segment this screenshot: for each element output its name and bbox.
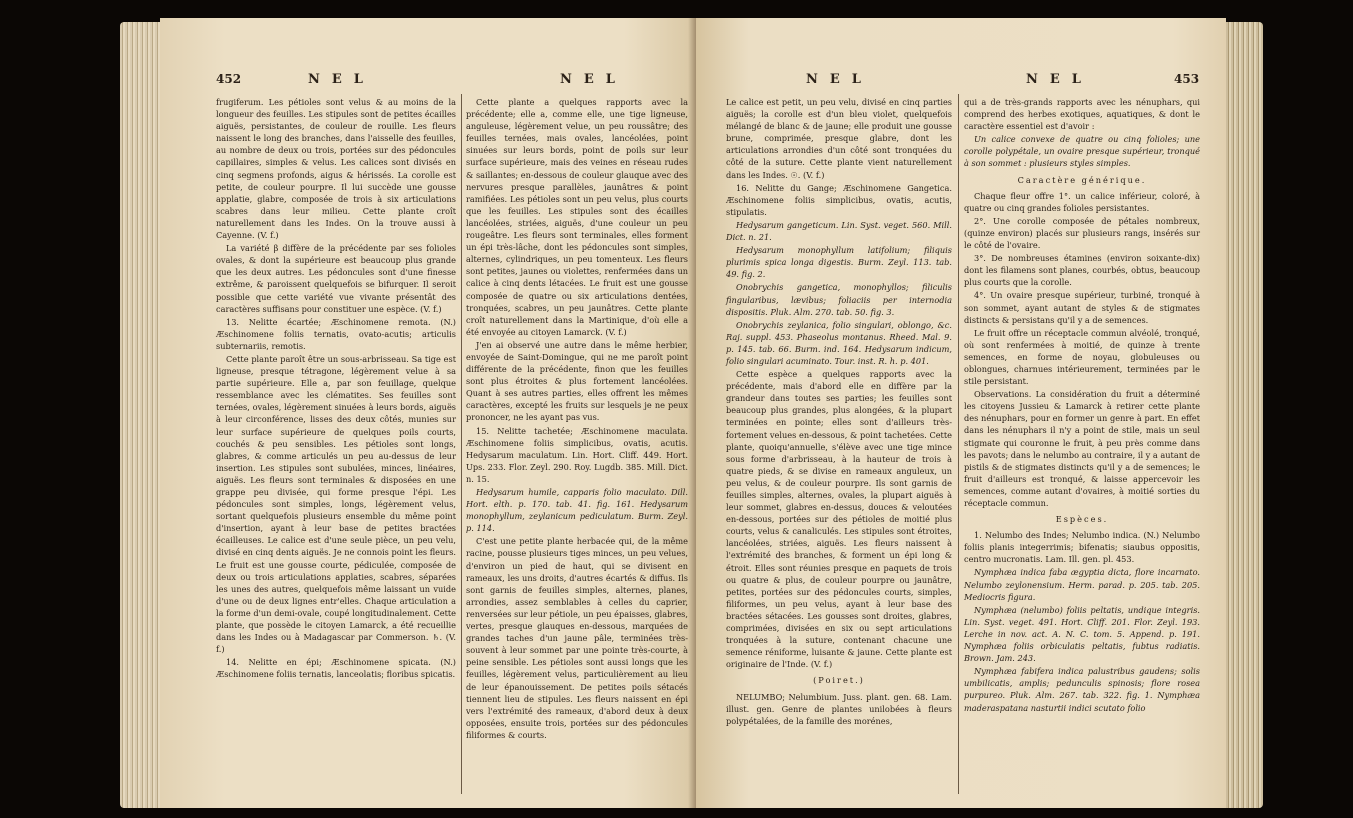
synonymy: Nymphæa (nelumbo) foliis peltatis, undique integris. Lin. Syst. veget. 491. Hort. Cliff. 201. Flor. Zeyl. 193. Lerche in nov. act. A. N. C. tom. 5. Append. p. 191. Nymphæa foliis orbiculatis peltatis, fubtus radiatis. Brown. Jam. 243. bbox=[964, 604, 1200, 664]
page-number-right: 453 bbox=[1174, 72, 1200, 86]
left-col-1 bbox=[216, 96, 456, 682]
paragraph: J'en ai observé une autre dans le même herbier, envoyée de Saint-Domingue, qui ne me paroît point différente de la précédente, finon que les feuilles sont plus étroites & plus fortement lancéolées. Quant à ses autres parties, elles offrent les mêmes caractères, excepté les fruits sur lesquels je ne peux prononcer, ne les ayant pas vus. bbox=[466, 339, 688, 423]
section-heading: Espèces. bbox=[1055, 514, 1109, 525]
column-rule bbox=[461, 94, 462, 794]
author-signature: (Poiret.) bbox=[813, 675, 865, 686]
paragraph: frugiferum. Les pétioles sont velus & au moins de la longueur des feuilles. Les stipules sont de petites écailles aiguës, persistantes, de couleur de rouille. Les fleurs naissent le long des branches, dans l'aisselle des feuilles, au nombre de deux ou trois, portées sur des pédoncules capillaires, simples & velus. Les calices sont divisés en cinq segmens profonds, aigus & hérissés. La corolle est petite, de couleur pourpre. Il lui succède une gousse applatie, glabre, composée de trois à six articulations scabres dans leur milieu. Cette plante croît naturellement dans les Indes. On la trouve aussi à Cayenne. (V. f.) bbox=[216, 97, 456, 241]
essential-character: Un calice convexe de quatre ou cinq folioles; une corolle polypétale, un ovaire presque supérieur, tronqué à son sommet : plusieurs styles simples. bbox=[964, 134, 1200, 169]
synonymy: Onobrychis zeylanica, folio singulari, oblongo, &c. Raj. suppl. 453. Phaseolus montanus. Rheed. Mal. 9. p. 145. tab. 66. Burm. ind. 164. Hedysarum indicum, folio singulari acuminato. Tour. inst. R. h. p. 401. bbox=[726, 319, 952, 366]
genus-heading: NELUMBO; Nelumbium. Juss. plant. gen. 68. Lam. illust. gen. Genre de plantes unilobées à fleurs polypétalées, de la famille des morénes, bbox=[726, 691, 952, 726]
paragraph: Le fruit offre un réceptacle commun alvéolé, tronqué, où sont renfermées à moitié, de quinze à trente semences, en forme de noyau, globuleuses ou oblongues, charnues intérieurement, terminées par le stile persistant. bbox=[964, 327, 1200, 387]
left-page bbox=[160, 18, 700, 808]
species-heading: 16. Nelitte du Gange; Æschinomene Gangetica. Æschinomene foliis simplicibus, ovatis, acutis, stipulatis. bbox=[726, 182, 952, 217]
right-col-1 bbox=[726, 96, 952, 728]
book-edge-right bbox=[1221, 22, 1263, 808]
paragraph: Cette plante a quelques rapports avec la précédente; elle a, comme elle, une tige ligneuse, anguleuse, légèrement velue, un peu roussâtre; des feuilles ternées, mais ovales, lancéolées, point sinuées sur leurs bords, point de poils sur leur surface supérieure, mais des veines en réseau rudes & saillantes; en-dessous de couleur glauque avec des nervures presque parallèles, jaunâtres & point ramifiées. Les pétioles sont un peu velus, plus courts que les feuilles. Les stipules sont des écailles lancéolées, striées, aiguës, d'une couleur un peu rougeâtre. Les fleurs sont terminales, elles forment un épi très-lâche, dont les pédoncules sont simples, alternes, cylindriques, un peu tomenteux. Les fleurs sont petites, jaunes ou violettes, renfermées dans un calice à cinq dents létacées. Le fruit est une gousse composée de quatre ou six articulations dentées, tronquées, scabres, un peu jaunâtres. Cette plante croît naturellement dans la Martinique, d'où elle a été envoyée au citoyen Lamarck. (V. f.) bbox=[466, 97, 688, 337]
paragraph: qui a de très-grands rapports avec les nénuphars, qui comprend des herbes exotiques, aquatiques, & dont le caractère essentiel est d'avoir : bbox=[964, 97, 1200, 132]
column-rule bbox=[958, 94, 959, 794]
synonymy: Hedysarum humile, capparis folio maculato. Dill. Hort. elth. p. 170. tab. 41. fig. 161. Hedysarum monophyllum, zeylanicum pediculatum. Burm. Zeyl. p. 114. bbox=[466, 487, 688, 534]
open-book bbox=[128, 18, 1243, 808]
paragraph: 4°. Un ovaire presque supérieur, turbiné, tronqué à son sommet, ayant autant de styles & de stigmates distincts & persistans qu'il y a de semences. bbox=[964, 290, 1200, 325]
paragraph: La variété β diffère de la précédente par ses folioles ovales, & dont la supérieure est beaucoup plus grande que les deux autres. Les pédoncules sont d'une finesse extrême, & paroissent quelquefois se bifurquer. Il seroit possible que cette variété vue vivante présentât des caractères suffisans pour constituer une espèce. (V. f.) bbox=[216, 243, 456, 314]
synonymy: Nymphæa indica faba ægyptia dicta, flore incarnato. Nelumbo zeylonensium. Herm. parad. p. 205. tab. 205. Mediocris figura. bbox=[964, 567, 1200, 602]
running-head-right: NEL bbox=[806, 72, 873, 87]
paragraph: Chaque fleur offre 1°. un calice inférieur, coloré, à quatre ou cinq grandes folioles persistantes. bbox=[964, 190, 1200, 213]
right-page bbox=[696, 18, 1226, 808]
paragraph: Cette espèce a quelques rapports avec la précédente, mais d'abord elle en diffère par la grandeur dans toutes ses parties; les feuilles sont beaucoup plus grandes, plus alongées, & la plupart terminées en pointe; elles sont d'ailleurs très-fortement velues en-dessous, & point tachetées. Cette plante, quoiqu'annuelle, s'élève avec une tige mince sous forme d'arbrisseau, à la hauteur de trois à quatre pieds, & se divise en rameaux anguleux, un peu velus, & de couleur pourpre. Ils sont garnis de feuilles simples, alternes, ovales, la plupart aiguës à leur sommet, glabres en-dessus, douces & veloutées en-dessous, portées sur des pétioles de moitié plus courts, velus & canaliculés. Les stipules sont étroites, lancéolées, striées, aiguës. Les fleurs naissent à l'extrémité des branches, & forment un épi long & étroit. Elles sont réunies presque en paquets de trois ou quatre & plus, de couleur pourpre ou jaunâtre, petites, portées sur des pédoncules courts, simples, filiformes, un peu velus, ayant à leur base des bractées sétacées. Les gousses sont droites, glabres, comprimées, divisées en six ou sept articulations tronquées à la suture, contenant chacune une semence réniforme, luisante & jaune. Cette plante est originaire de l'Inde. (V. f.) bbox=[726, 369, 952, 670]
paragraph: Le calice est petit, un peu velu, divisé en cinq parties aiguës; la corolle est d'un bleu violet, quelquefois mélangé de blanc & de jaune; elle produit une gousse brune, comprimée, presque glabre, dont les articulations arrondies d'un côté sont tronquées du côté de la suture. Cette plante vient naturellement dans les Indes. ☉. (V. f.) bbox=[726, 97, 952, 180]
running-head-left-2: NEL bbox=[560, 72, 627, 87]
running-head-left: NEL bbox=[308, 72, 375, 87]
species-heading: 1. Nelumbo des Indes; Nelumbo indica. (N.) Nelumbo foliis planis integerrimis; bifenatis; siaubus oppositis, centro mucronatis. Lam. Ill. gen. pl. 453. bbox=[964, 530, 1200, 565]
running-head-right-2: NEL bbox=[1026, 72, 1093, 87]
synonymy: Hedysarum monophyllum latifolium; filiquis plurimis spica longa digestis. Burm. Zeyl. 113. tab. 49. fig. 2. bbox=[726, 245, 952, 280]
species-heading: 13. Nelitte écartée; Æschinomene remota. (N.) Æschinomene foliis ternatis, ovato-acutis; articulis subternariis, remotis. bbox=[216, 316, 456, 351]
section-heading: Caractère générique. bbox=[1017, 174, 1147, 185]
synonymy: Hedysarum gangeticum. Lin. Syst. veget. 560. Mill. Dict. n. 21. bbox=[726, 219, 952, 243]
synonymy: Nymphæa fabifera indica palustribus gaudens; solis umbilicatis, amplis; pedunculis spinosis; flore rosea purpureo. Pluk. Alm. 267. tab. 322. fig. 1. Nymphæa maderaspatana nasturtii indici scutato folio bbox=[964, 666, 1200, 713]
species-heading: 15. Nelitte tachetée; Æschinomene maculata. Æschinomene foliis simplicibus, ovatis, acutis. Hedysarum maculatum. Lin. Hort. Cliff. 449. Hort. Ups. 233. Flor. Zeyl. 290. Roy. Lugdb. 385. Mill. Dict. n. 15. bbox=[466, 425, 688, 484]
left-col-2 bbox=[466, 96, 688, 742]
paragraph: C'est une petite plante herbacée qui, de la même racine, pousse plusieurs tiges minces, un peu velues, d'environ un pied de haut, qui se divisent en rameaux, les uns droits, d'autres écartés & diffus. Ils sont garnis de feuilles simples, alternes, planes, arrondies, assez semblables à celles du caprier, renversées sur leur pétiole, un peu épaisses, glabres, vertes, presque glauques en-dessous, marquées de grandes taches d'un jaune pâle, terminées très-souvent à leur sommet par une pointe très-courte, à peine sensible. Les pétioles sont aussi longs que les feuilles, légèrement velus, particulièrement au lieu de leur épanouissement. De petites poils sétacés tiennent lieu de stipules. Les fleurs naissent en épi vers l'extrémité des rameaux, d'abord deux à deux opposées, ensuite trois, portées sur des pédoncules filiformes & courts. bbox=[466, 536, 688, 740]
synonymy: Onobrychis gangetica, monophyllos; filiculis fingularibus, lævibus; foliaciis per internodia dispositis. Pluk. Alm. 270. tab. 50. fig. 3. bbox=[726, 282, 952, 317]
paragraph: Observations. La considération du fruit a déterminé les citoyens Jussieu & Lamarck à retirer cette plante des nénuphars, pour en former un genre à part. En effet dans les nénuphars il n'y a point de stile, mais un seul stigmate qui couronne le fruit, à peu près comme dans les pavots; dans le nelumbo au contraire, il y a autant de pistils & de stigmates distincts qu'il y a de semences; le fruit d'ailleurs est tronqué, & laisse appercevoir les semences, comme autant d'ovaires, à moitié sorties du réceptacle commun. bbox=[964, 389, 1200, 508]
paragraph: 3°. De nombreuses étamines (environ soixante-dix) dont les filamens sont planes, courbés, obtus, beaucoup plus courts que la corolle. bbox=[964, 253, 1200, 288]
paragraph: Cette plante paroît être un sous-arbrisseau. Sa tige est ligneuse, presque tétragone, légèrement velue à sa partie supérieure. Elle a, par son feuillage, quelque ressemblance avec les clématites. Ses feuilles sont ternées, ovales, légèrement sinuées à leurs bords, aiguës à leur circonférence, lisses des deux côtés, munies sur leur surface supérieure de quelques poils courts, couchés & peu sensibles. Les pétioles sont longs, glabres, & comme articulés un peu au-dessus de leur insertion. Les stipules sont subulées, minces, linéaires, aiguës. Les fleurs sont terminales & disposées en une grappe peu divisée, qui forme presque l'épi. Les pédoncules sont simples, longs, légèrement velus, sortant quelquefois plusieurs ensemble du même point d'insertion, ayant à leur base de petites bractées écailleuses. Le calice est d'une seule pièce, un peu velu, divisé en cinq dents aiguës. Je ne connois point les fleurs. Le fruit est une gousse courte, pédiculée, composée de deux ou trois articulations applaties, scabres, séparées les unes des autres, quelquefois même laissant un vuide d'une ou de deux lignes entr'elles. Chaque articulation a la forme d'un demi-ovale, coupé longitudinalement. Cette plante, que possède le citoyen Lamarck, a été recueillie dans les Indes ou à Madagascar par Commerson. ♄. (V. f.) bbox=[216, 353, 456, 655]
species-heading: 14. Nelitte en épi; Æschinomene spicata. (N.) Æschinomene foliis ternatis, lanceolatis; floribus spicatis. bbox=[216, 657, 456, 680]
paragraph: 2°. Une corolle composée de pétales nombreux, (quinze environ) placés sur plusieurs rangs, insérés sur le côté de l'ovaire. bbox=[964, 215, 1200, 251]
page-number-left: 452 bbox=[216, 72, 242, 86]
right-col-2 bbox=[964, 96, 1200, 715]
